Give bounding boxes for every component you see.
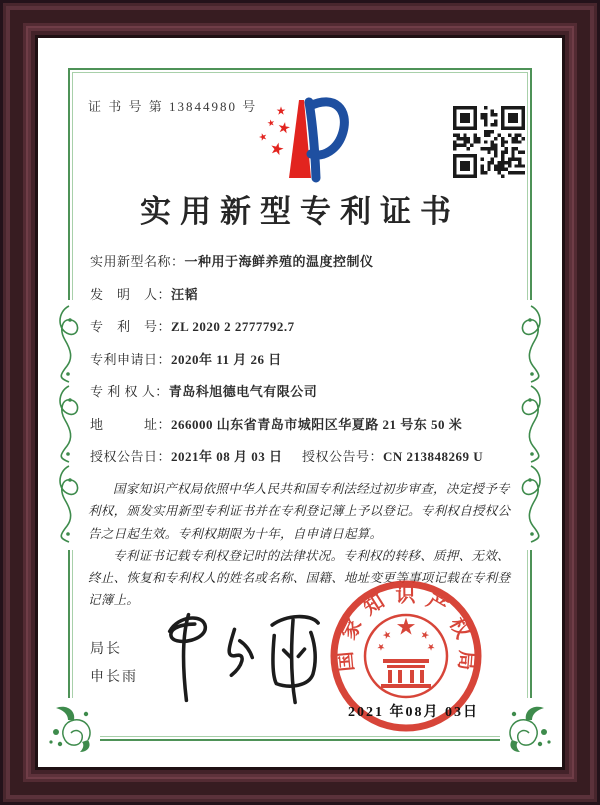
national-emblem-icon xyxy=(365,615,447,697)
legal-paragraph-2: 专利证书记载专利权登记时的法律状况。专利权的转移、质押、无效、终止、恢复和专利权人的姓名或名称、国籍、地址变更等事项记载在专利登记簿上。 xyxy=(88,548,511,608)
field-grant-row xyxy=(90,449,520,466)
field-label: 地 址： xyxy=(90,416,172,432)
grant-no-value: CN 213848269 U xyxy=(383,449,484,464)
field-label: 发 明 人： xyxy=(90,286,172,302)
field-value: 一种用于海鲜养殖的温度控制仪 xyxy=(184,254,374,269)
seal-date: 2021 年08月 03日 xyxy=(348,705,479,720)
grant-no-group xyxy=(302,449,483,466)
certificate-number: 证 书 号 第 13844980 号 xyxy=(88,99,258,114)
grant-date-value: 2021年 08 月 03 日 xyxy=(171,449,283,464)
signer-title: 局长 xyxy=(90,642,122,657)
certificate-paper xyxy=(38,38,562,767)
signer-name: 申长雨 xyxy=(90,670,138,685)
grant-no-label: 授权公告号： xyxy=(302,449,384,464)
field-address xyxy=(90,417,520,434)
seal-text: 国家知识产权局 xyxy=(334,584,478,673)
field-value: 266000 山东省青岛市城阳区华夏路 21 号东 50 米 xyxy=(171,416,463,432)
floral-ornament-bottom-left xyxy=(46,702,96,754)
signer-block xyxy=(90,636,138,692)
field-filing-date xyxy=(90,352,520,369)
field-label: 专 利 权 人： xyxy=(90,384,169,399)
certificate-title: 实用新型专利证书 xyxy=(140,194,460,229)
qr-code-svg xyxy=(453,106,525,178)
legal-paragraph-1: 国家知识产权局依照中华人民共和国专利法经过初步审查，决定授予专利权，颁发实用新型专利证书并在专利登记簿上予以登记。专利权自授权公告之日起生效。专利权期限为十年，自申请日起算。 xyxy=(88,482,511,541)
qr-code xyxy=(453,106,525,178)
field-utility-name xyxy=(90,254,520,271)
field-value: 青岛科旭德电气有限公司 xyxy=(168,384,318,399)
field-patentee xyxy=(90,384,520,401)
signature-icon xyxy=(156,600,336,715)
field-list xyxy=(90,254,520,466)
field-inventor xyxy=(90,287,520,304)
field-label: 实用新型名称： xyxy=(90,254,185,269)
scroll-ornament-left xyxy=(51,304,87,546)
field-value: 2020年 11 月 26 日 xyxy=(171,351,282,367)
cnipa-logo-icon xyxy=(243,94,353,184)
field-value: 汪韬 xyxy=(171,286,199,302)
grant-date-label: 授权公告日： xyxy=(90,449,172,464)
field-label: 专利申请日： xyxy=(90,351,172,367)
field-patent-number xyxy=(90,319,520,336)
field-label: 专 利 号： xyxy=(90,319,172,334)
field-value: ZL 2020 2 2777792.7 xyxy=(171,319,295,334)
floral-ornament-bottom-right xyxy=(504,702,554,754)
